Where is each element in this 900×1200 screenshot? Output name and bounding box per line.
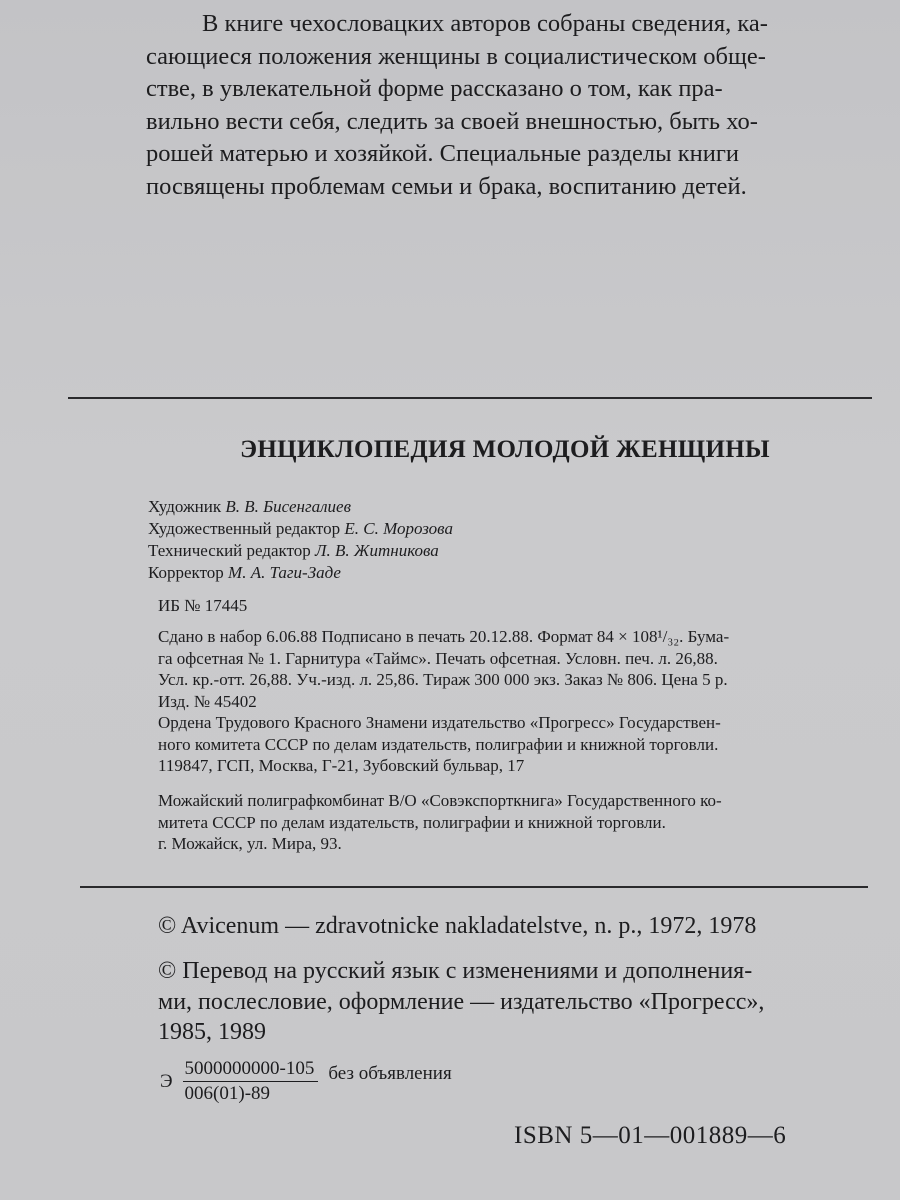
credit-art-editor: Художественный редактор Е. С. Морозова — [148, 519, 453, 538]
publisher-line: Ордена Трудового Красного Знамени издательство «Прогресс» Государствен- — [158, 713, 721, 732]
print-details-line: Сдано в набор 6.06.88 Подписано в печать 20.12.88. Формат 84 × 108¹/₃₂. Бума- — [158, 627, 730, 646]
print-details-line: Усл. кр.-отт. 26,88. Уч.-изд. л. 25,86. Тираж 300 000 экз. Заказ № 806. Цена 5 р. — [158, 670, 728, 689]
code-fraction — [183, 1058, 319, 1105]
copyright-original-line: © Avicenum — zdravotnicke nakladatelstve, n. p., 1972, 1978 — [158, 913, 757, 939]
credits-list — [148, 496, 453, 584]
print-details-line: Изд. № 45402 — [158, 691, 257, 711]
printer-line: г. Можайск, ул. Мира, 93. — [158, 834, 342, 853]
printer-line: Можайский полиграфкомбинат В/О «Совэкспорткнига» Государственного ко- — [158, 791, 722, 810]
publisher-line: 119847, ГСП, Москва, Г-21, Зубовский бульвар, 17 — [158, 756, 525, 775]
code-note: без объявления — [328, 1062, 452, 1084]
credit-proofreader: Корректор М. А. Таги-Заде — [148, 563, 341, 582]
book-title: ЭНЦИКЛОПЕДИЯ МОЛОДОЙ ЖЕНЩИНЫ — [240, 436, 770, 463]
classification-code — [160, 1058, 452, 1105]
publisher-line: ного комитета СССР по делам издательств, полиграфии и книжной торговли. — [158, 734, 719, 754]
credit-artist: Художник В. В. Бисенгалиев — [148, 497, 351, 516]
abstract-line: рошей матерью и хозяйкой. Специальные разделы книги — [146, 140, 740, 167]
copyright-translation-line: ми, послесловие, оформление — издательство «Прогресс», — [158, 988, 765, 1015]
code-numerator: 5000000000-105 — [183, 1058, 319, 1082]
book-abstract — [146, 8, 876, 203]
publisher-info — [158, 712, 868, 777]
printer-line: митета СССР по делам издательств, полиграфии и книжной торговли. — [158, 812, 666, 832]
printer-info — [158, 790, 868, 855]
abstract-line: посвящены проблемам семьи и брака, воспитанию детей. — [146, 172, 747, 200]
abstract-line: сающиеся положения женщины в социалистическом обще- — [146, 42, 766, 70]
divider-top — [68, 397, 872, 399]
copyright-original — [158, 911, 756, 942]
abstract-line: стве, в увлекательной форме рассказано о том, как пра- — [146, 75, 723, 102]
print-details — [158, 626, 868, 712]
abstract-line: В книге чехословацких авторов собраны сведения, ка- — [202, 10, 768, 37]
ib-number: ИБ № 17445 — [158, 596, 248, 615]
divider-bottom — [80, 886, 868, 888]
copyright-translation-line: 1985, 1989 — [158, 1019, 266, 1045]
copyright-translation-line: © Перевод на русский язык с изменениями и дополнения- — [158, 958, 753, 984]
abstract-line: вильно вести себя, следить за своей внешностью, быть хо- — [146, 107, 758, 135]
print-details-line: га офсетная № 1. Гарнитура «Таймс». Печать офсетная. Условн. печ. л. 26,88. — [158, 648, 718, 668]
code-prefix: Э — [160, 1070, 173, 1092]
credit-tech-editor: Технический редактор Л. В. Житникова — [148, 541, 439, 560]
code-denominator: 006(01)-89 — [184, 1083, 271, 1104]
isbn: ISBN 5—01—001889—6 — [514, 1122, 787, 1149]
copyright-translation — [158, 956, 764, 1048]
